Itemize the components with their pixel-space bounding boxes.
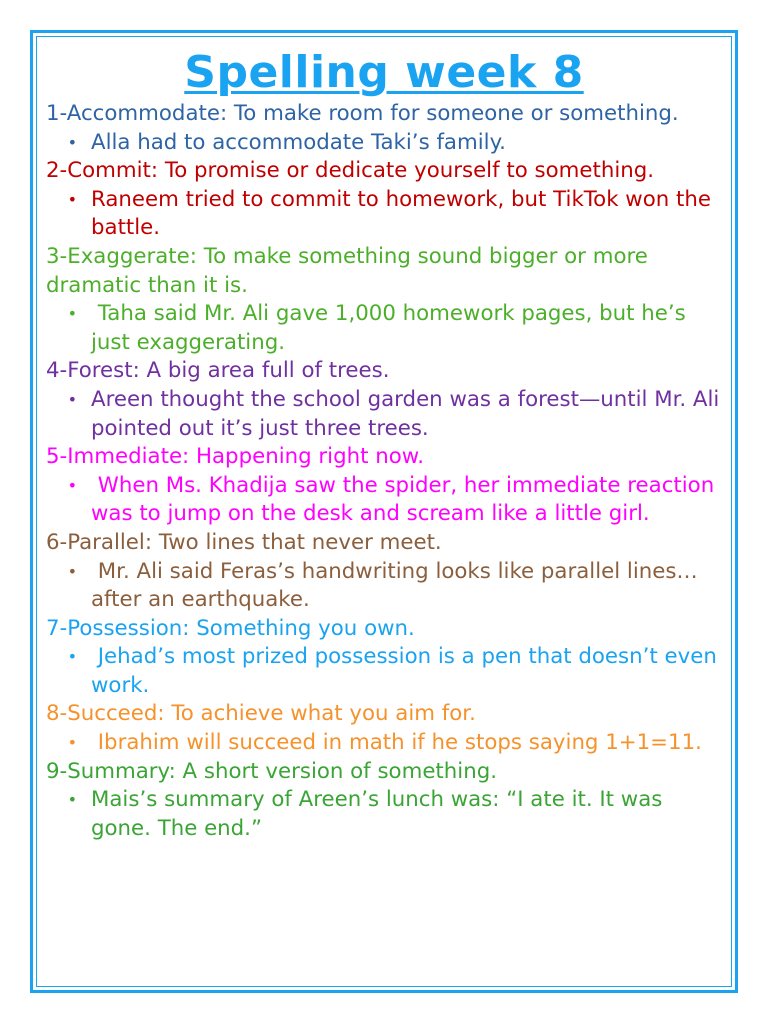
spelling-entry [46, 357, 726, 443]
word-definition: 9-Summary: A short version of something. [46, 758, 497, 784]
spelling-entry [46, 758, 726, 844]
example-text: When Ms. Khadija saw the spider, her immediate reaction was to jump on the desk and scream like a little girl. [91, 472, 721, 527]
example-sentence [46, 729, 726, 758]
spelling-list [46, 100, 726, 843]
example-sentence [46, 643, 726, 700]
word-definition: 4-Forest: A big area full of trees. [46, 358, 390, 384]
word-definition: 3-Exaggerate: To make something sound bigger or more dramatic than it is. [46, 243, 648, 298]
bullet-icon: • [67, 475, 77, 495]
spelling-entry [46, 615, 726, 701]
spelling-entry [46, 157, 726, 243]
bullet-icon: • [67, 132, 77, 152]
example-sentence [46, 386, 726, 443]
example-sentence [46, 186, 726, 243]
page-title: Spelling week 8 [184, 47, 584, 98]
spelling-entry [46, 529, 726, 615]
example-sentence [46, 129, 726, 158]
spelling-entry [46, 443, 726, 529]
example-text: Ibrahim will succeed in math if he stops saying 1+1=11. [91, 730, 702, 756]
word-definition: 6-Parallel: Two lines that never meet. [46, 529, 442, 555]
bullet-icon: • [67, 561, 77, 581]
bullet-icon: • [67, 189, 77, 209]
example-sentence [46, 300, 726, 357]
word-definition: 8-Succeed: To achieve what you aim for. [46, 701, 476, 727]
bullet-icon: • [67, 389, 77, 409]
example-text: Areen thought the school garden was a forest—until Mr. Ali pointed out it’s just three trees. [91, 386, 727, 441]
spelling-entry [46, 700, 726, 757]
word-definition: 5-Immediate: Happening right now. [46, 444, 424, 470]
spelling-entry [46, 243, 726, 357]
word-definition: 2-Commit: To promise or dedicate yourself to something. [46, 158, 655, 184]
word-definition: 7-Possession: Something you own. [46, 615, 415, 641]
example-text: Jehad’s most prized possession is a pen that doesn’t even work. [91, 644, 724, 698]
bullet-icon: • [67, 304, 77, 324]
example-text: Alla had to accommodate Taki’s family. [91, 129, 506, 155]
bullet-icon: • [67, 647, 77, 667]
spelling-entry [46, 100, 726, 157]
example-text: Taha said Mr. Ali gave 1,000 homework pages, but he’s just exaggerating. [91, 301, 693, 355]
example-sentence [46, 786, 726, 843]
bullet-icon: • [67, 733, 77, 753]
example-text: Raneem tried to commit to homework, but TikTok won the battle. [91, 186, 718, 241]
example-text: Mr. Ali said Feras’s handwriting looks like parallel lines… after an earthquake. [91, 558, 705, 613]
example-sentence [46, 472, 726, 529]
word-definition: 1-Accommodate: To make room for someone or something. [46, 101, 679, 126]
example-sentence [46, 558, 726, 615]
example-text: Mais’s summary of Areen’s lunch was: “I ate it. It was gone. The end.” [91, 787, 670, 841]
bullet-icon: • [67, 790, 77, 810]
